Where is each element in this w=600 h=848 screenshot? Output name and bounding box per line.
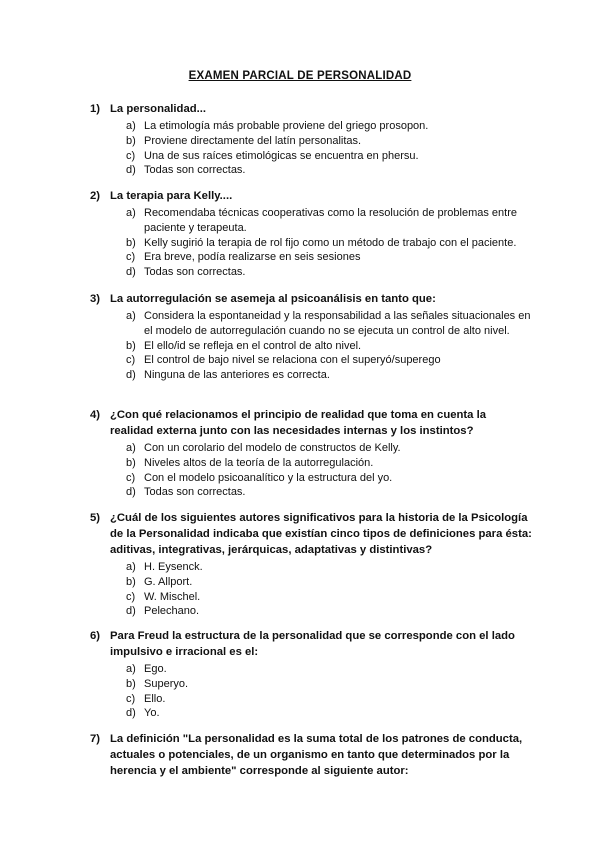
option-text: Niveles altos de la teoría de la autorregulación. [144,456,374,469]
option-item [92,441,532,456]
option-item [92,456,532,471]
question-text: Para Freud la estructura de la personalidad que se corresponde con el lado impulsivo e irracional es el: [110,630,515,658]
option-letter: c) [126,692,136,705]
option-letter: d) [126,486,136,499]
option-letter: b) [126,575,136,588]
option-text: Superyo. [144,677,189,690]
option-item [92,368,532,383]
option-text: Con el modelo psicoanalítico y la estructura del yo. [144,471,393,484]
option-letter: a) [126,663,136,675]
option-item [92,250,532,265]
question-text: La definición "La personalidad es la suma total de los patrones de conducta, actuales o potenciales, de un organismo en tanto que determinados por la herencia y el ambiente" corresponde al siguiente autor: [110,733,523,777]
option-letter: b) [126,236,136,249]
option-letter: c) [126,590,136,603]
option-text: Todas son correctas. [144,164,246,177]
question-number: 2) [90,190,101,202]
option-text: G. Allport. [144,575,193,588]
option-text: La etimología más probable proviene del griego prosopon. [144,120,429,132]
option-item [92,353,532,368]
question-5 [92,510,532,619]
option-letter: b) [126,677,136,690]
option-text: H. Eysenck. [144,561,203,573]
option-letter: c) [126,354,136,367]
option-text: Una de sus raíces etimológicas se encuentra en phersu. [144,149,419,162]
option-item [92,692,532,707]
question-text: ¿Cuál de los siguientes autores significativos para la historia de la Psicología de la Personalidad indicaba que existían cinco tipos de definiciones para ésta: aditivas, integrativas, jerárquicas, adaptativas y distintivas? [110,512,532,556]
option-text: Considera la espontaneidad y la responsabilidad a las señales situacionales en el modelo de autorregulación cuando no se ejecuta un control de alto nivel. [144,310,531,337]
question-number: 3) [90,293,101,305]
question-number: 6) [90,630,101,642]
option-item [92,677,532,692]
option-item [92,119,532,134]
question-text: La personalidad... [110,103,207,115]
question-number: 7) [90,733,101,745]
question-number: 4) [90,409,101,421]
question-number: 5) [90,512,101,524]
option-item [92,163,532,178]
question-text: ¿Con qué relacionamos el principio de realidad que toma en cuenta la realidad externa junto con las necesidades internas y los instintos? [110,409,487,437]
exam-title: EXAMEN PARCIAL DE PERSONALIDAD [188,70,412,82]
option-text: Todas son correctas. [144,266,246,279]
option-letter: b) [126,456,136,469]
option-item [92,236,532,251]
option-letter: d) [126,605,136,618]
option-letter: c) [126,251,136,264]
option-item [92,149,532,164]
option-item [92,590,532,605]
option-text: Yo. [144,707,160,720]
option-text: W. Mischel. [144,590,201,603]
option-text: Ego. [144,663,167,675]
option-letter: b) [126,134,136,147]
option-item [92,339,532,354]
option-text: El control de bajo nivel se relaciona con el superyó/superego [144,354,441,367]
question-2 [92,188,532,280]
option-text: Kelly sugirió la terapia de rol fijo como un método de trabajo con el paciente. [144,236,517,249]
option-letter: a) [126,561,136,573]
question-number: 1) [90,103,101,115]
option-item [92,471,532,486]
option-letter: d) [126,707,136,720]
option-letter: d) [126,369,136,382]
option-text: Ninguna de las anteriores es correcta. [144,369,330,382]
option-item [92,309,532,339]
option-text: Ello. [144,692,166,705]
option-text: Pelechano. [144,605,200,618]
question-1 [92,101,532,178]
option-text: El ello/id se refleja en el control de alto nivel. [144,339,362,352]
question-6 [92,628,532,721]
option-letter: c) [126,149,136,162]
option-letter: a) [126,442,136,454]
option-letter: a) [126,207,136,219]
question-text: La autorregulación se asemeja al psicoanálisis en tanto que: [110,293,436,305]
option-item [92,265,532,280]
question-7 [92,731,532,779]
option-text: Con un corolario del modelo de constructos de Kelly. [144,442,401,454]
option-item [92,706,532,721]
option-text: Recomendaba técnicas cooperativas como la resolución de problemas entre paciente y terapeuta. [144,207,517,234]
option-item [92,662,532,677]
option-text: Todas son correctas. [144,486,246,499]
option-item [92,575,532,590]
option-item [92,604,532,619]
question-text: La terapia para Kelly.... [110,190,233,202]
option-letter: d) [126,164,136,177]
option-item [92,134,532,149]
option-letter: a) [126,310,136,322]
option-letter: a) [126,120,136,132]
option-item [92,560,532,575]
option-item [92,485,532,500]
option-text: Proviene directamente del latín personalitas. [144,134,362,147]
question-3 [92,291,532,383]
option-item [92,206,532,236]
question-4 [92,407,532,500]
option-letter: b) [126,339,136,352]
option-letter: d) [126,266,136,279]
option-text: Era breve, podía realizarse en seis sesiones [144,251,361,264]
option-letter: c) [126,471,136,484]
